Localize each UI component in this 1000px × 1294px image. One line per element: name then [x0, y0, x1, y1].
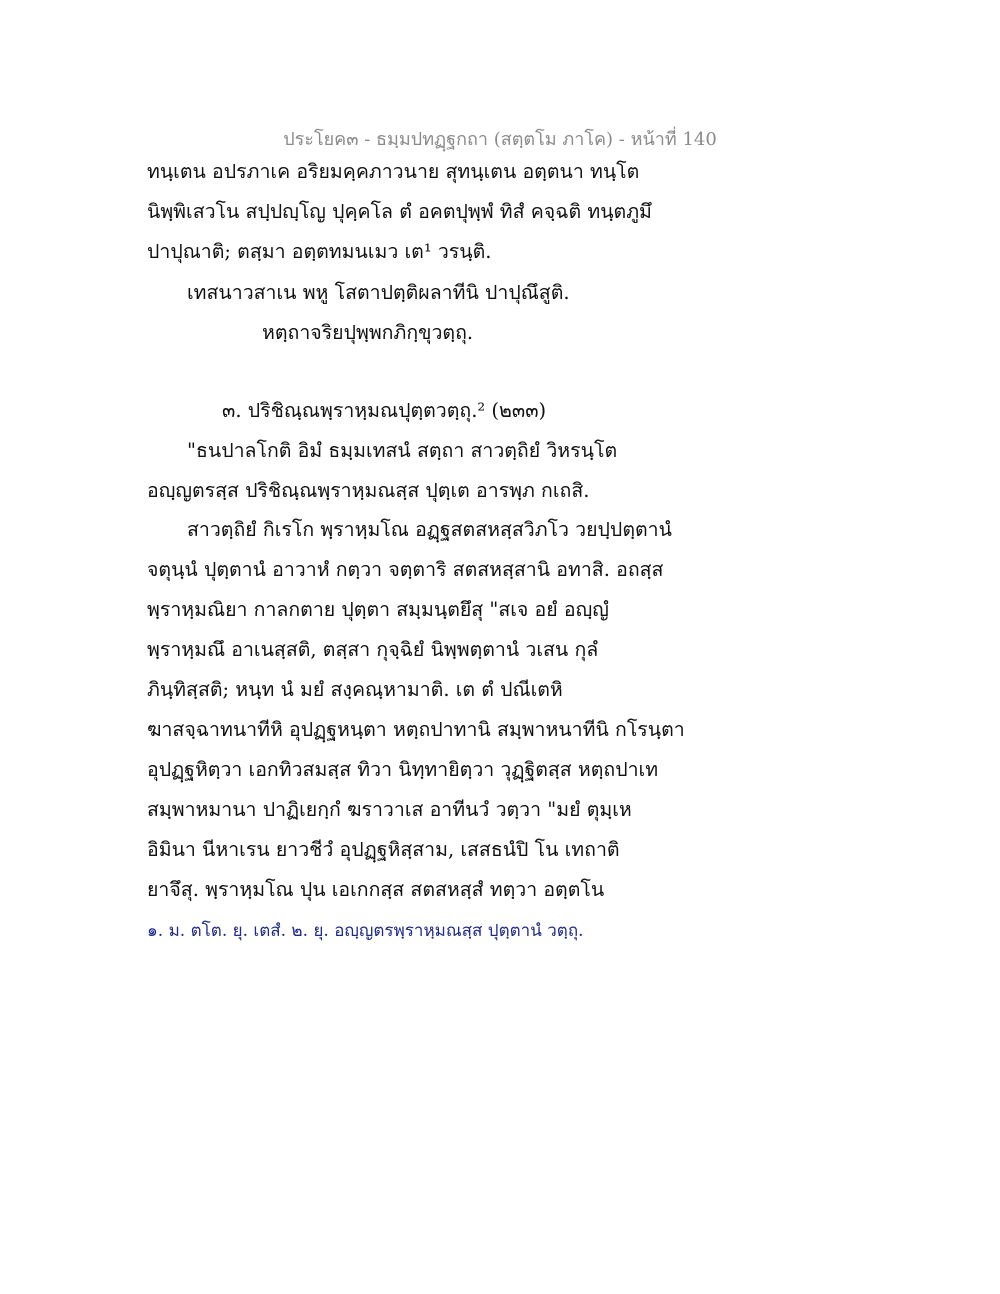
- section-title: ๓. ปริชิณฺณพฺราหฺมณปุตฺตวตฺถุ.² (๒๓๓): [222, 399, 547, 422]
- section-end-title: หตฺถาจริยปุพฺพกภิกฺขุวตฺถุ.: [262, 321, 474, 344]
- text-line: พฺราหฺมณึ อาเนสฺสติ, ตสฺสา กุจฺฉิยํ นิพฺพตฺตานํ วเสน กุลํ: [147, 638, 599, 661]
- text-line: อุปฏฺฐหิตฺวา เอกทิวสมสฺส ทิวา นิทฺทายิตฺวา วุฏฺฐิตสฺส หตฺถปาเท: [147, 758, 659, 781]
- text-line: ฆาสจฺฉาทนาทีหิ อุปฏฺฐหนฺตา หตฺถปาทานิ สมฺพาหนาทีนิ กโรนฺตา: [147, 718, 685, 741]
- page-header: ประโยค๓ - ธมฺมปทฏฺฐกถา (สตฺตโม ภาโค) - หน้าที่ 140: [283, 129, 717, 150]
- text-line: ยาจึสุ. พฺราหฺมโณ ปุน เอเกกสฺส สตสหสฺสํ ทตฺวา อตฺตโน: [147, 878, 605, 901]
- text-line: จตุนฺนํ ปุตฺตานํ อาวาหํ กตฺวา จตฺตาริ สตสหสฺสานิ อทาสิ. อถสฺส: [147, 558, 664, 581]
- footnote: ๑. ม. ตโต. ยุ. เตสํ. ๒. ยุ. อญฺญตรพฺราหฺมณสฺส ปุตฺตานํ วตฺถุ.: [147, 921, 584, 941]
- text-line: เทสนาวสาเน พหู โสตาปตฺติผลาทีนิ ปาปุณึสูติ.: [187, 281, 570, 304]
- text-line: อิมินา นีหาเรน ยาวชีวํ อุปฏฺฐหิสฺสาม, เสสธนํปิ โน เทถาติ: [147, 838, 620, 861]
- text-line: ปาปุณาติ; ตสฺมา อตฺตทมนเมว เต¹ วรนฺติ.: [147, 240, 492, 263]
- text-line: ภินฺทิสฺสติ; หนฺท นํ มยํ สงฺคณฺหามาติ. เต ตํ ปณีเตหิ: [147, 678, 563, 701]
- text-line: นิพฺพิเสวโน สปฺปญฺโญ ปุคฺคโล ตํ อคตปุพฺพํ ทิสํ คจฺฉติ ทนฺตภูมึ: [147, 200, 652, 223]
- text-line: สมฺพาหมานา ปาฏิเยกฺกํ ฆราวาเส อาทีนวํ วตฺวา "มยํ ตุมฺเห: [147, 798, 632, 821]
- text-line: อญฺญตรสฺส ปริชิณฺณพฺราหฺมณสฺส ปุตฺเต อารพฺภ กเถสิ.: [147, 479, 590, 502]
- text-line: ทนฺเตน อปรภาเค อริยมคฺคภาวนาย สุทนฺเตน อตฺตนา ทนฺโต: [147, 160, 640, 183]
- text-line: พฺราหฺมณิยา กาลกตาย ปุตฺตา สมฺมนฺตยึสุ "สเจ อยํ อญฺญํ: [147, 598, 609, 621]
- text-line: สาวตฺถิยํ กิเรโก พฺราหฺมโณ อฏฺฐสตสหสฺสวิภโว วยปฺปตฺตานํ: [187, 518, 672, 541]
- text-line: "ธนปาลโกติ อิมํ ธมฺมเทสนํ สตฺถา สาวตฺถิยํ วิหรนฺโต: [187, 439, 618, 462]
